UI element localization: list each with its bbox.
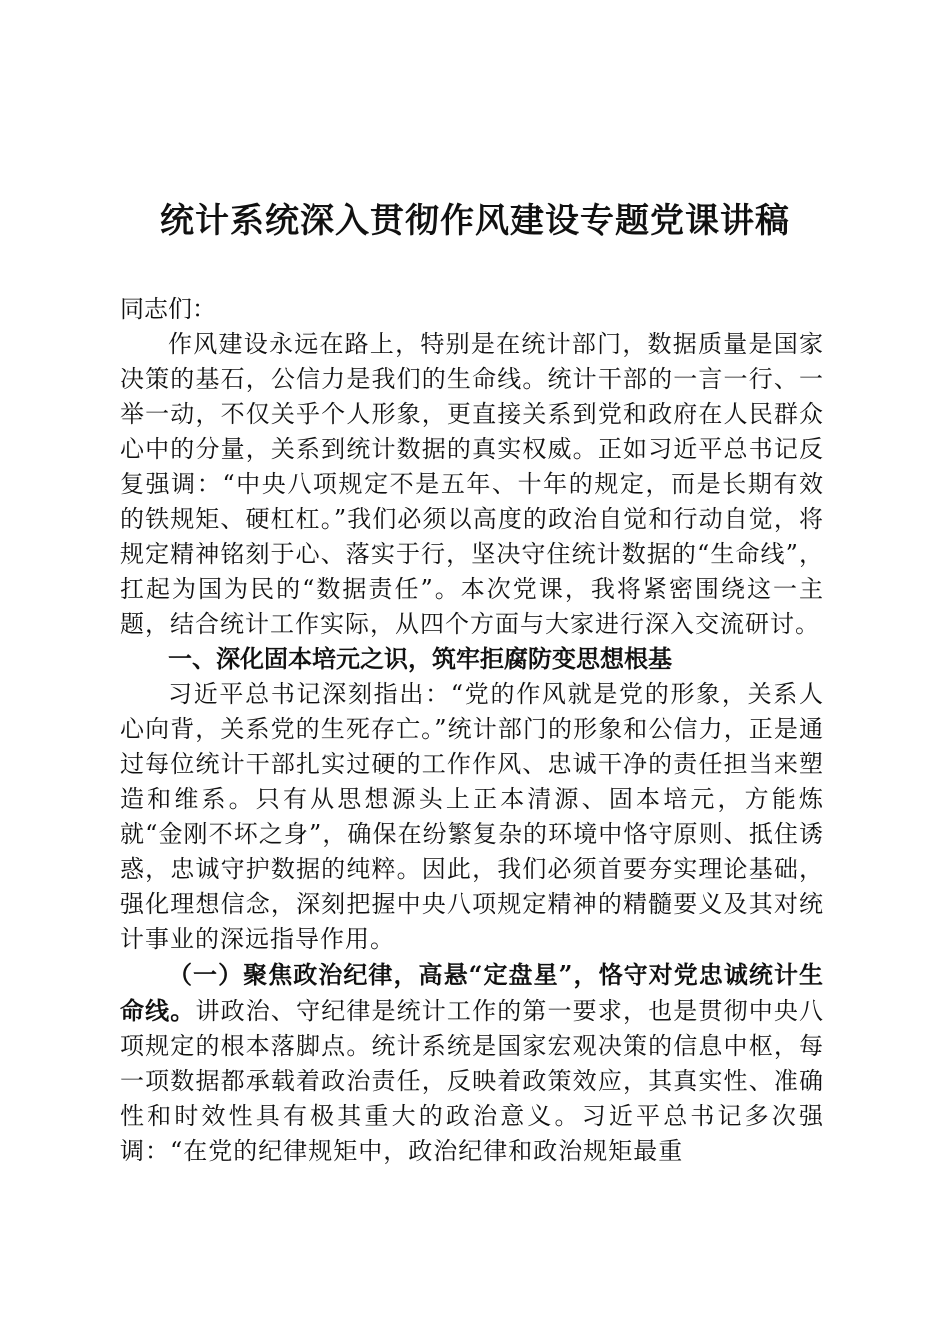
subsection-1-title: （一）聚焦政治纪律，高悬“定盘星”，恪守对党忠诚统计生命线。 xyxy=(120,960,824,1025)
subsection-1-paragraph xyxy=(120,957,824,1169)
subsection-1-text: 讲政治、守纪律是统计工作的第一要求，也是贯彻中央八项规定的根本落脚点。统计系统是国家宏观决策的信息中枢，每一项数据都承载着政治责任，反映着政策效应，其真实性、准确性和时效性具有极其重大的政治意义。习近平总书记多次强调：“在党的纪律规矩中，政治纪律和政治规矩最重 xyxy=(120,997,825,1165)
section-1-heading: 一、深化固本培元之识，筑牢拒腐防变思想根基 xyxy=(168,645,672,673)
section-1-paragraph: 习近平总书记深刻指出：“党的作风就是党的形象，关系人心向背，关系党的生死存亡。”统计部门的形象和公信力，正是通过每位统计干部扎实过硬的工作作风、忠诚干净的责任担当来塑造和维系。只有从思想源头上正本清源、固本培元，方能炼就“金刚不坏之身”，确保在纷繁复杂的环境中恪守原则、抵住诱惑，忠诚守护数据的纯粹。因此，我们必须首要夯实理论基础，强化理想信念，深刻把握中央八项规定精神的精髓要义及其对统计事业的深远指导作用。 xyxy=(120,680,824,953)
intro-paragraph: 作风建设永远在路上，特别是在统计部门，数据质量是国家决策的基石，公信力是我们的生命线。统计干部的一言一行、一举一动，不仅关乎个人形象，更直接关系到党和政府在人民群众心中的分量，关系到统计数据的真实权威。正如习近平总书记反复强调：“中央八项规定不是五年、十年的规定，而是长期有效的铁规矩、硬杠杠。”我们必须以高度的政治自觉和行动自觉，将规定精神铭刻于心、落实于行，坚决守住统计数据的“生命线”，扛起为国为民的“数据责任”。本次党课，我将紧密围绕这一主题，结合统计工作实际，从四个方面与大家进行深入交流研讨。 xyxy=(120,330,824,638)
document-body xyxy=(120,292,824,1169)
greeting: 同志们： xyxy=(120,295,216,323)
document-title: 统计系统深入贯彻作风建设专题党课讲稿 xyxy=(160,201,790,241)
